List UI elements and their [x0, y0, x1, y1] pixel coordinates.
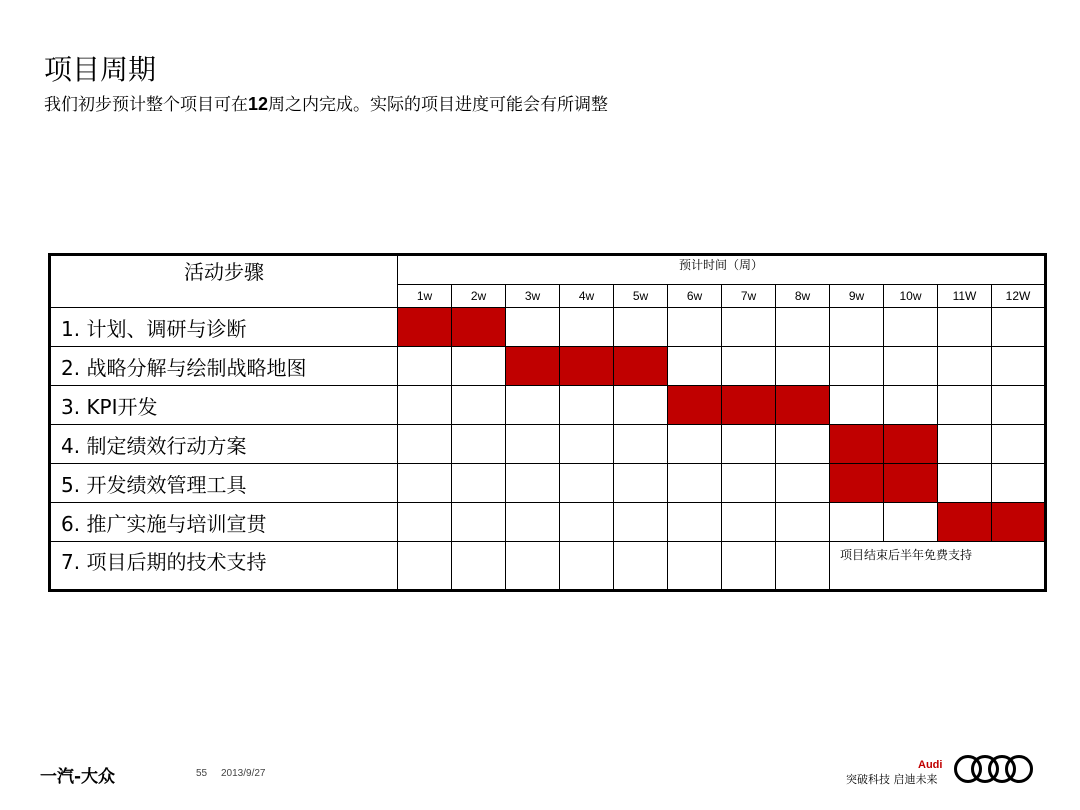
subtitle-number: 12 — [248, 94, 269, 114]
subtitle-before: 我们初步预计整个项目可在 — [44, 95, 248, 115]
activity-row — [50, 464, 1046, 503]
activity-row — [50, 503, 1046, 542]
week-header-11: 11W — [938, 285, 992, 308]
week-header-5: 5w — [614, 285, 668, 308]
gantt-empty-cell — [938, 464, 992, 503]
gantt-bar-cell — [884, 425, 938, 464]
gantt-bar-cell — [992, 503, 1046, 542]
activity-header: 活动步骤 — [50, 255, 398, 308]
gantt-bar-cell — [560, 347, 614, 386]
gantt-empty-cell — [992, 425, 1046, 464]
gantt-bar-cell — [830, 464, 884, 503]
gantt-empty-cell — [560, 386, 614, 425]
gantt-empty-cell — [668, 425, 722, 464]
page-title: 项目周期 — [44, 53, 157, 86]
faw-vw-logo: 一汽-大众 — [40, 767, 116, 787]
gantt-empty-cell — [722, 347, 776, 386]
gantt-empty-cell — [560, 425, 614, 464]
gantt-empty-cell — [506, 308, 560, 347]
gantt-bar-cell — [614, 347, 668, 386]
activity-label: 7. 项目后期的技术支持 — [50, 542, 398, 591]
gantt-empty-cell — [830, 386, 884, 425]
gantt-empty-cell — [506, 386, 560, 425]
gantt-empty-cell — [614, 386, 668, 425]
activity-row — [50, 425, 1046, 464]
gantt-empty-cell — [614, 464, 668, 503]
gantt-empty-cell — [398, 347, 452, 386]
page-number: 55 — [196, 768, 208, 779]
gantt-empty-cell — [614, 425, 668, 464]
week-header-8: 8w — [776, 285, 830, 308]
gantt-empty-cell — [938, 386, 992, 425]
week-header-3: 3w — [506, 285, 560, 308]
gantt-bar-cell — [668, 386, 722, 425]
gantt-empty-cell — [992, 386, 1046, 425]
gantt-empty-cell — [722, 503, 776, 542]
activity-label: 1. 计划、调研与诊断 — [50, 308, 398, 347]
gantt-bar-cell — [830, 425, 884, 464]
gantt-empty-cell — [614, 503, 668, 542]
gantt-empty-cell — [668, 464, 722, 503]
gantt-empty-cell — [938, 425, 992, 464]
gantt-empty-cell — [452, 542, 506, 591]
gantt-empty-cell — [452, 464, 506, 503]
gantt-empty-cell — [668, 503, 722, 542]
gantt-empty-cell — [776, 347, 830, 386]
gantt-empty-cell — [668, 308, 722, 347]
gantt-empty-cell — [452, 386, 506, 425]
gantt-empty-cell — [992, 464, 1046, 503]
subtitle-after: 周之内完成。实际的项目进度可能会有所调整 — [268, 95, 609, 115]
plan-time-header: 预计时间（周） — [398, 255, 1046, 285]
gantt-bar-cell — [938, 503, 992, 542]
week-header-2: 2w — [452, 285, 506, 308]
activity-label: 5. 开发绩效管理工具 — [50, 464, 398, 503]
activity-row — [50, 308, 1046, 347]
gantt-empty-cell — [776, 503, 830, 542]
gantt-empty-cell — [398, 503, 452, 542]
activity-row — [50, 347, 1046, 386]
gantt-empty-cell — [830, 347, 884, 386]
gantt-empty-cell — [398, 425, 452, 464]
activity-label: 6. 推广实施与培训宣贯 — [50, 503, 398, 542]
activity-label: 4. 制定绩效行动方案 — [50, 425, 398, 464]
gantt-empty-cell — [938, 347, 992, 386]
week-header-1: 1w — [398, 285, 452, 308]
gantt-empty-cell — [830, 308, 884, 347]
week-header-9: 9w — [830, 285, 884, 308]
gantt-empty-cell — [560, 542, 614, 591]
gantt-empty-cell — [884, 386, 938, 425]
gantt-empty-cell — [560, 464, 614, 503]
gantt-empty-cell — [560, 308, 614, 347]
page-subtitle — [44, 92, 608, 117]
gantt-empty-cell — [884, 503, 938, 542]
gantt-bar-cell — [884, 464, 938, 503]
gantt-bar-cell — [776, 386, 830, 425]
audi-wordmark: Audi — [918, 759, 943, 771]
gantt-bar-cell — [452, 308, 506, 347]
gantt-empty-cell — [506, 503, 560, 542]
activity-row — [50, 386, 1046, 425]
gantt-empty-cell — [722, 308, 776, 347]
gantt-empty-cell — [614, 542, 668, 591]
gantt-empty-cell — [668, 542, 722, 591]
week-header-10: 10w — [884, 285, 938, 308]
gantt-empty-cell — [884, 347, 938, 386]
gantt-empty-cell — [506, 425, 560, 464]
gantt-empty-cell — [938, 308, 992, 347]
gantt-empty-cell — [776, 425, 830, 464]
gantt-empty-cell — [452, 503, 506, 542]
activity-row — [50, 542, 1046, 591]
gantt-empty-cell — [506, 464, 560, 503]
activity-label: 3. KPI开发 — [50, 386, 398, 425]
gantt-bar-cell — [398, 308, 452, 347]
gantt-empty-cell — [614, 308, 668, 347]
gantt-empty-cell — [776, 464, 830, 503]
gantt-empty-cell — [398, 386, 452, 425]
week-header-7: 7w — [722, 285, 776, 308]
gantt-empty-cell — [884, 308, 938, 347]
activity-label: 2. 战略分解与绘制战略地图 — [50, 347, 398, 386]
support-note: 项目结束后半年免费支持 — [830, 542, 1046, 591]
gantt-bar-cell — [722, 386, 776, 425]
gantt-empty-cell — [452, 425, 506, 464]
gantt-empty-cell — [722, 425, 776, 464]
week-header-12: 12W — [992, 285, 1046, 308]
gantt-empty-cell — [722, 464, 776, 503]
gantt-empty-cell — [992, 347, 1046, 386]
gantt-empty-cell — [506, 542, 560, 591]
gantt-empty-cell — [722, 542, 776, 591]
week-header-6: 6w — [668, 285, 722, 308]
gantt-empty-cell — [776, 542, 830, 591]
brand-slogan: 突破科技 启迪未来 — [846, 773, 938, 786]
gantt-empty-cell — [398, 542, 452, 591]
gantt-empty-cell — [560, 503, 614, 542]
gantt-empty-cell — [398, 464, 452, 503]
audi-rings-icon — [952, 753, 1036, 785]
gantt-empty-cell — [668, 347, 722, 386]
schedule-table — [48, 253, 1047, 592]
gantt-empty-cell — [452, 347, 506, 386]
week-header-4: 4w — [560, 285, 614, 308]
gantt-empty-cell — [830, 503, 884, 542]
gantt-bar-cell — [506, 347, 560, 386]
page-date: 2013/9/27 — [221, 768, 266, 779]
gantt-empty-cell — [992, 308, 1046, 347]
gantt-empty-cell — [776, 308, 830, 347]
